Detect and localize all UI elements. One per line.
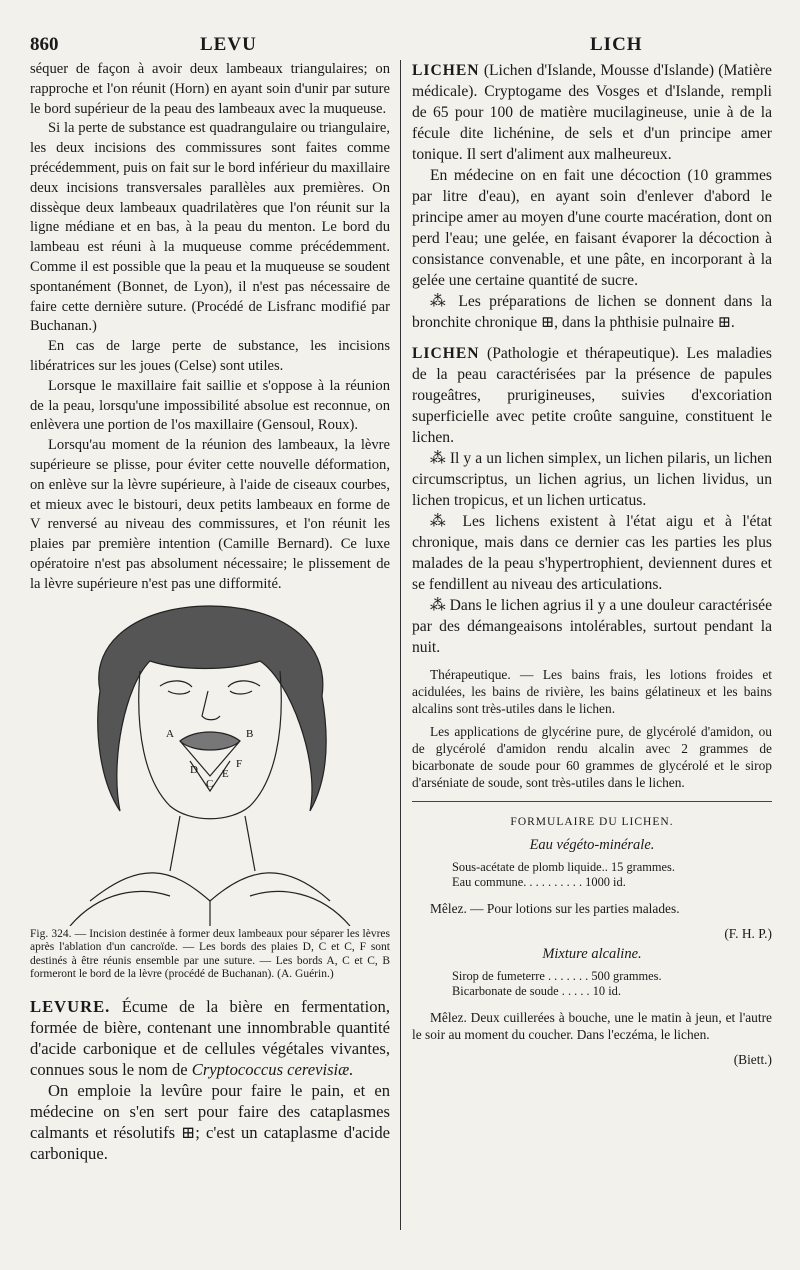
figure-label-e: E	[222, 767, 229, 780]
entry-text: (Lichen d'Islande, Mousse d'Islande) (Matière médicale). Cryptogame des Vosges et d'Islande, rempli de 65 pour 100 de matière mucilagineuse, unie à de la fécule dite lichénine, de sels et d'un principe amer tonique. Il sert d'aliment aux malheureux.	[412, 62, 772, 163]
recipe-instructions: Mêlez. Deux cuillerées à bouche, une le matin à jeun, et l'autre le soir au moment du coucher. Dans l'eczéma, le lichen.	[412, 1010, 772, 1042]
recipe-line: Bicarbonate de soude . . . . . 10 id.	[452, 984, 621, 998]
page-number: 860	[30, 34, 59, 55]
recipe-line: Sirop de fumeterre . . . . . . . 500 grammes.	[452, 969, 662, 983]
recipe-instructions: Mêlez. — Pour lotions sur les parties malades.	[430, 901, 680, 916]
recipe-ingredients	[452, 969, 772, 999]
figure-label-c: C	[206, 777, 214, 790]
section-rule	[412, 801, 772, 802]
figure-caption: Fig. 324. — Incision destinée à former deux lambeaux pour séparer les lèvres après l'ablation d'un cancroïde. — Les bords des plaies D, C et C, F sont destinés à être réunis ensemble par une suture. — Les bords A, C et C, B formeront le bord de la lèvre (procédé de Buchanan). (A. Guérin.)	[30, 927, 390, 981]
entry-headword: LICHEN	[412, 345, 480, 362]
entry-text: Écume de la bière en fermentation, formée de bière, contenant une innombrable quantité d'acide carbonique et de cellules végétales vivantes, connues sous le nom de	[30, 996, 390, 1079]
figure-label-b: B	[246, 727, 254, 740]
paragraph: En cas de large perte de substance, les incisions libératrices sur les joues (Celse) sont utiles.	[30, 338, 390, 374]
recipe-title: Eau végéto-minérale.	[529, 837, 655, 853]
paragraph: Si la perte de substance est quadrangulaire ou triangulaire, les deux incisions des commissures sont faites comme précédemment, puis on fait sur le bord inférieur du maxillaire deux incisions transversales parallèles aux premières. On dissèque deux lambeaux quadrilatères que l'on réunit sur la ligne médiane et en bas, à la peau du menton. Le bord du lambeau est réuni à la muqueuse comme précédemment. Comme il est possible que la peau et la muqueuse se soudent spontanément (Bonnet, de Lyon), il n'est pas nécessaire de faire cette dernière suture. (Procédé de Lisfranc modifié par Buchanan.)	[30, 120, 390, 335]
recipe-ingredients	[452, 860, 772, 890]
right-column	[412, 60, 772, 1068]
paragraph: On emploie la levûre pour faire le pain, et en médecine on s'en sert pour faire des cataplasmes calmants et résolutifs ⊞; c'est un cataplasme d'acide carbonique.	[30, 1080, 390, 1163]
paragraph: séquer de façon à avoir deux lambeaux triangulaires; on rapproche et l'on réunit (Horn) en ayant soin d'unir par suture le bord supérieur de la peau des lambeaux avec la muqueuse.	[30, 61, 390, 117]
paragraph: ⁂ Dans le lichen agrius il y a une douleur caractérisée par des démangeaisons intolérables, surtout pendant la nuit.	[412, 597, 772, 656]
figure-label-d: D	[190, 763, 198, 776]
entry-headword: LEVURE.	[30, 996, 111, 1016]
column-divider	[400, 60, 401, 1230]
paragraph: Lorsque le maxillaire fait saillie et s'oppose à la réunion de la peau, lorsqu'une impossibilité absolue est reconnue, on enlèvera une portion de l'os maxillaire (Gensoul, Roux).	[30, 377, 390, 434]
paragraph: Thérapeutique. — Les bains frais, les lotions froides et acidulées, les bains de rivière, les bains gélatineux et les bains alcalins sont très-utiles dans le lichen.	[412, 667, 772, 716]
formulary-title: FORMULAIRE DU LICHEN.	[510, 816, 674, 828]
header-right-title: LICH	[590, 34, 643, 55]
recipe-source: (Biett.)	[733, 1052, 772, 1067]
header-left-title: LEVU	[200, 34, 257, 55]
figure-label-f: F	[236, 757, 243, 770]
recipe-title: Mixture alcaline.	[542, 946, 642, 962]
entry-headword: LICHEN	[412, 62, 480, 79]
recipe-line: Eau commune. . . . . . . . . . 1000 id.	[452, 875, 626, 889]
paragraph: Lorsqu'au moment de la réunion des lambeaux, la lèvre supérieure se plisse, pour éviter cette nouvelle déformation, on enlève sur la lèvre supérieure, à l'aide de ciseaux courbes, et mieux avec le bistouri, deux petits lambeaux en forme de V renversé au niveau des commissures, et l'on réunit les plaies par première intention (Camille Bernard). Ce luxe opératoire n'est pas absolument nécessaire; le plissement de la lèvre supérieure n'est pas une difformité.	[30, 437, 390, 592]
recipe-line: Sous-acétate de plomb liquide.. 15 grammes.	[452, 860, 675, 874]
face-illustration	[30, 601, 390, 926]
paragraph: ⁂ Les préparations de lichen se donnent dans la bronchite chronique ⊞, dans la phthisie pulnaire ⊞.	[412, 293, 772, 331]
left-column	[30, 60, 390, 1164]
page-header	[30, 22, 774, 62]
entry-levure	[30, 996, 390, 1164]
paragraph: ⁂ Il y a un lichen simplex, un lichen pilaris, un lichen circumscriptus, un lichen agrius, un lichen lividus, un lichen tropicus, et un lichen urticatus.	[412, 450, 772, 509]
therapeutique-section	[412, 666, 772, 791]
paragraph: Les applications de glycérine pure, de glycérolé d'amidon, ou de glycérolé d'amidon rendu alcalin avec 2 grammes de bicarbonate de soude pour 60 grammes de glycérolé et le sirop d'arséniate de soude, sont très-utiles dans le lichen.	[412, 724, 772, 790]
entry-italic-term: Cryptococcus cerevisiæ.	[191, 1059, 354, 1079]
entry-text: (Pathologie et thérapeutique). Les maladies de la peau caractérisées par la présence de papules rougeâtres, prurigineuses, suivies d'excoriation superficielle avec petite croûte sanguine, constituent le lichen.	[412, 345, 772, 446]
paragraph: ⁂ Les lichens existent à l'état aigu et à l'état chronique, mais dans ce dernier cas les parties les plus malades de la peau s'hypertrophient, deviennent dures et se fendillent au niveau des articulations.	[412, 513, 772, 593]
figure-label-a: A	[166, 727, 174, 740]
paragraph: En médecine on en fait une décoction (10 grammes par litre d'eau), en ayant soin d'enlever d'abord le principe amer au moyen d'une courte macération, dont on perd l'eau; une gelée, en faisant évaporer la décoction à consistance convenable, et une pâte, en incorporant à la gelée une certaine quantité de sucre.	[412, 167, 772, 289]
figure-engraving	[30, 601, 390, 926]
recipe-source: (F. H. P.)	[724, 926, 772, 941]
